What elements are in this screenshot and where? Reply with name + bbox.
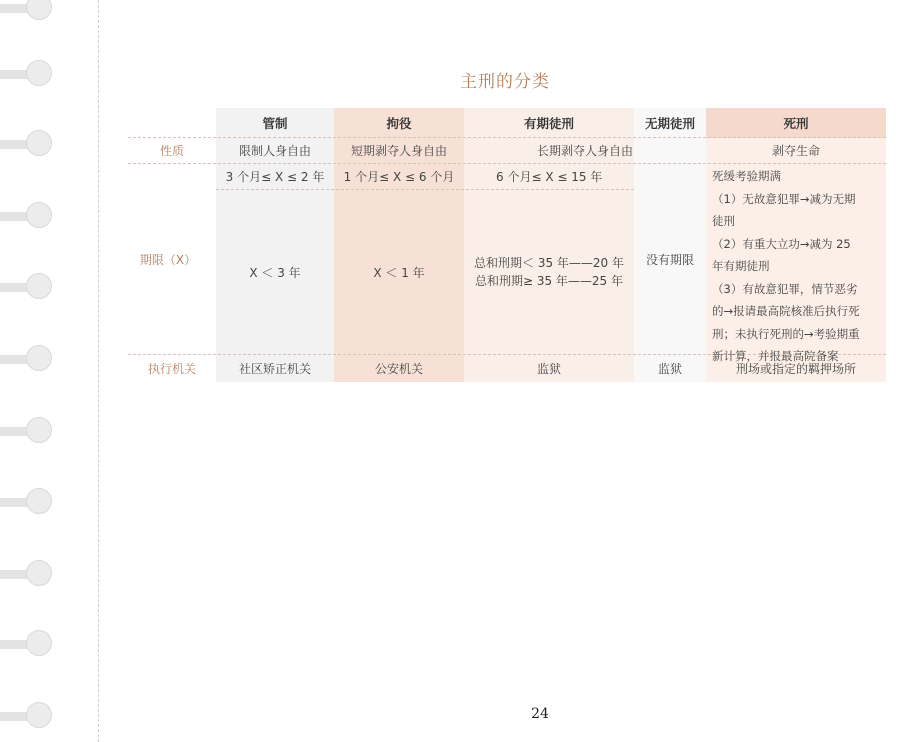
binding-ring xyxy=(0,417,56,447)
death-note-line: 新计算，并报最高院备案 xyxy=(712,349,839,363)
binding-ring xyxy=(0,560,56,590)
binding-ring xyxy=(0,0,56,24)
margin-line xyxy=(98,0,99,742)
executor-life: 监狱 xyxy=(657,362,682,376)
binding-ring xyxy=(0,345,56,375)
death-note-line: 的→报请最高院核准后执行死 xyxy=(712,304,860,318)
row-label-executor: 执行机关 xyxy=(147,362,196,376)
term-death-notes xyxy=(712,165,884,368)
nature-detention: 短期剥夺人身自由 xyxy=(350,144,447,158)
nature-control: 限制人身自由 xyxy=(238,144,311,158)
header-fixed-term: 有期徒刑 xyxy=(523,116,574,131)
term-detention-combined: X ＜ 1 年 xyxy=(373,265,425,280)
row-label-term: 期限（X） xyxy=(139,252,197,267)
death-note-line: （2）有重大立功→减为 25 xyxy=(712,236,851,251)
header-life: 无期徒刑 xyxy=(644,116,695,131)
term-fixed-combined-line-2: 总和刑期≥ 35 年——25 年 xyxy=(474,274,624,288)
term-fixed-range: 6 个月≤ X ≤ 15 年 xyxy=(496,170,603,184)
term-fixed-combined-line-1: 总和刑期＜ 35 年——20 年 xyxy=(474,256,624,270)
binding-ring xyxy=(0,488,56,518)
term-detention-range: 1 个月≤ X ≤ 6 个月 xyxy=(343,170,455,184)
binding-ring xyxy=(0,273,56,303)
death-note-line: 刑；未执行死刑的→考验期重 xyxy=(712,326,860,341)
header-control: 管制 xyxy=(262,116,288,131)
executor-death: 刑场或指定的羁押场所 xyxy=(735,362,856,376)
binding-ring xyxy=(0,630,56,660)
spiral-binding xyxy=(0,0,70,742)
death-note-line: 徒刑 xyxy=(712,214,735,228)
row-label-nature: 性质 xyxy=(159,144,184,158)
executor-control: 社区矫正机关 xyxy=(238,362,311,376)
binding-ring xyxy=(0,130,56,160)
death-note-line: （3）有故意犯罪，情节恶劣 xyxy=(712,281,858,296)
death-note-line: 死缓考验期满 xyxy=(712,169,781,183)
term-life: 没有期限 xyxy=(645,252,694,267)
page-number: 24 xyxy=(531,706,549,722)
executor-detention: 公安机关 xyxy=(374,362,423,376)
binding-ring xyxy=(0,202,56,232)
nature-death: 剥夺生命 xyxy=(771,144,820,158)
page-title: 主刑的分类 xyxy=(460,72,550,92)
term-control-range: 3 个月≤ X ≤ 2 年 xyxy=(225,170,325,184)
nature-fixed-and-life: 长期剥夺人身自由 xyxy=(536,144,633,158)
term-fixed-combined xyxy=(464,190,634,354)
term-control-combined: X ＜ 3 年 xyxy=(249,265,301,280)
executor-fixed: 监狱 xyxy=(536,362,561,376)
death-note-line: 年有期徒刑 xyxy=(712,259,770,273)
header-death: 死刑 xyxy=(783,116,809,131)
header-detention: 拘役 xyxy=(386,116,412,131)
death-note-line: （1）无故意犯罪→减为无期 xyxy=(712,191,856,206)
